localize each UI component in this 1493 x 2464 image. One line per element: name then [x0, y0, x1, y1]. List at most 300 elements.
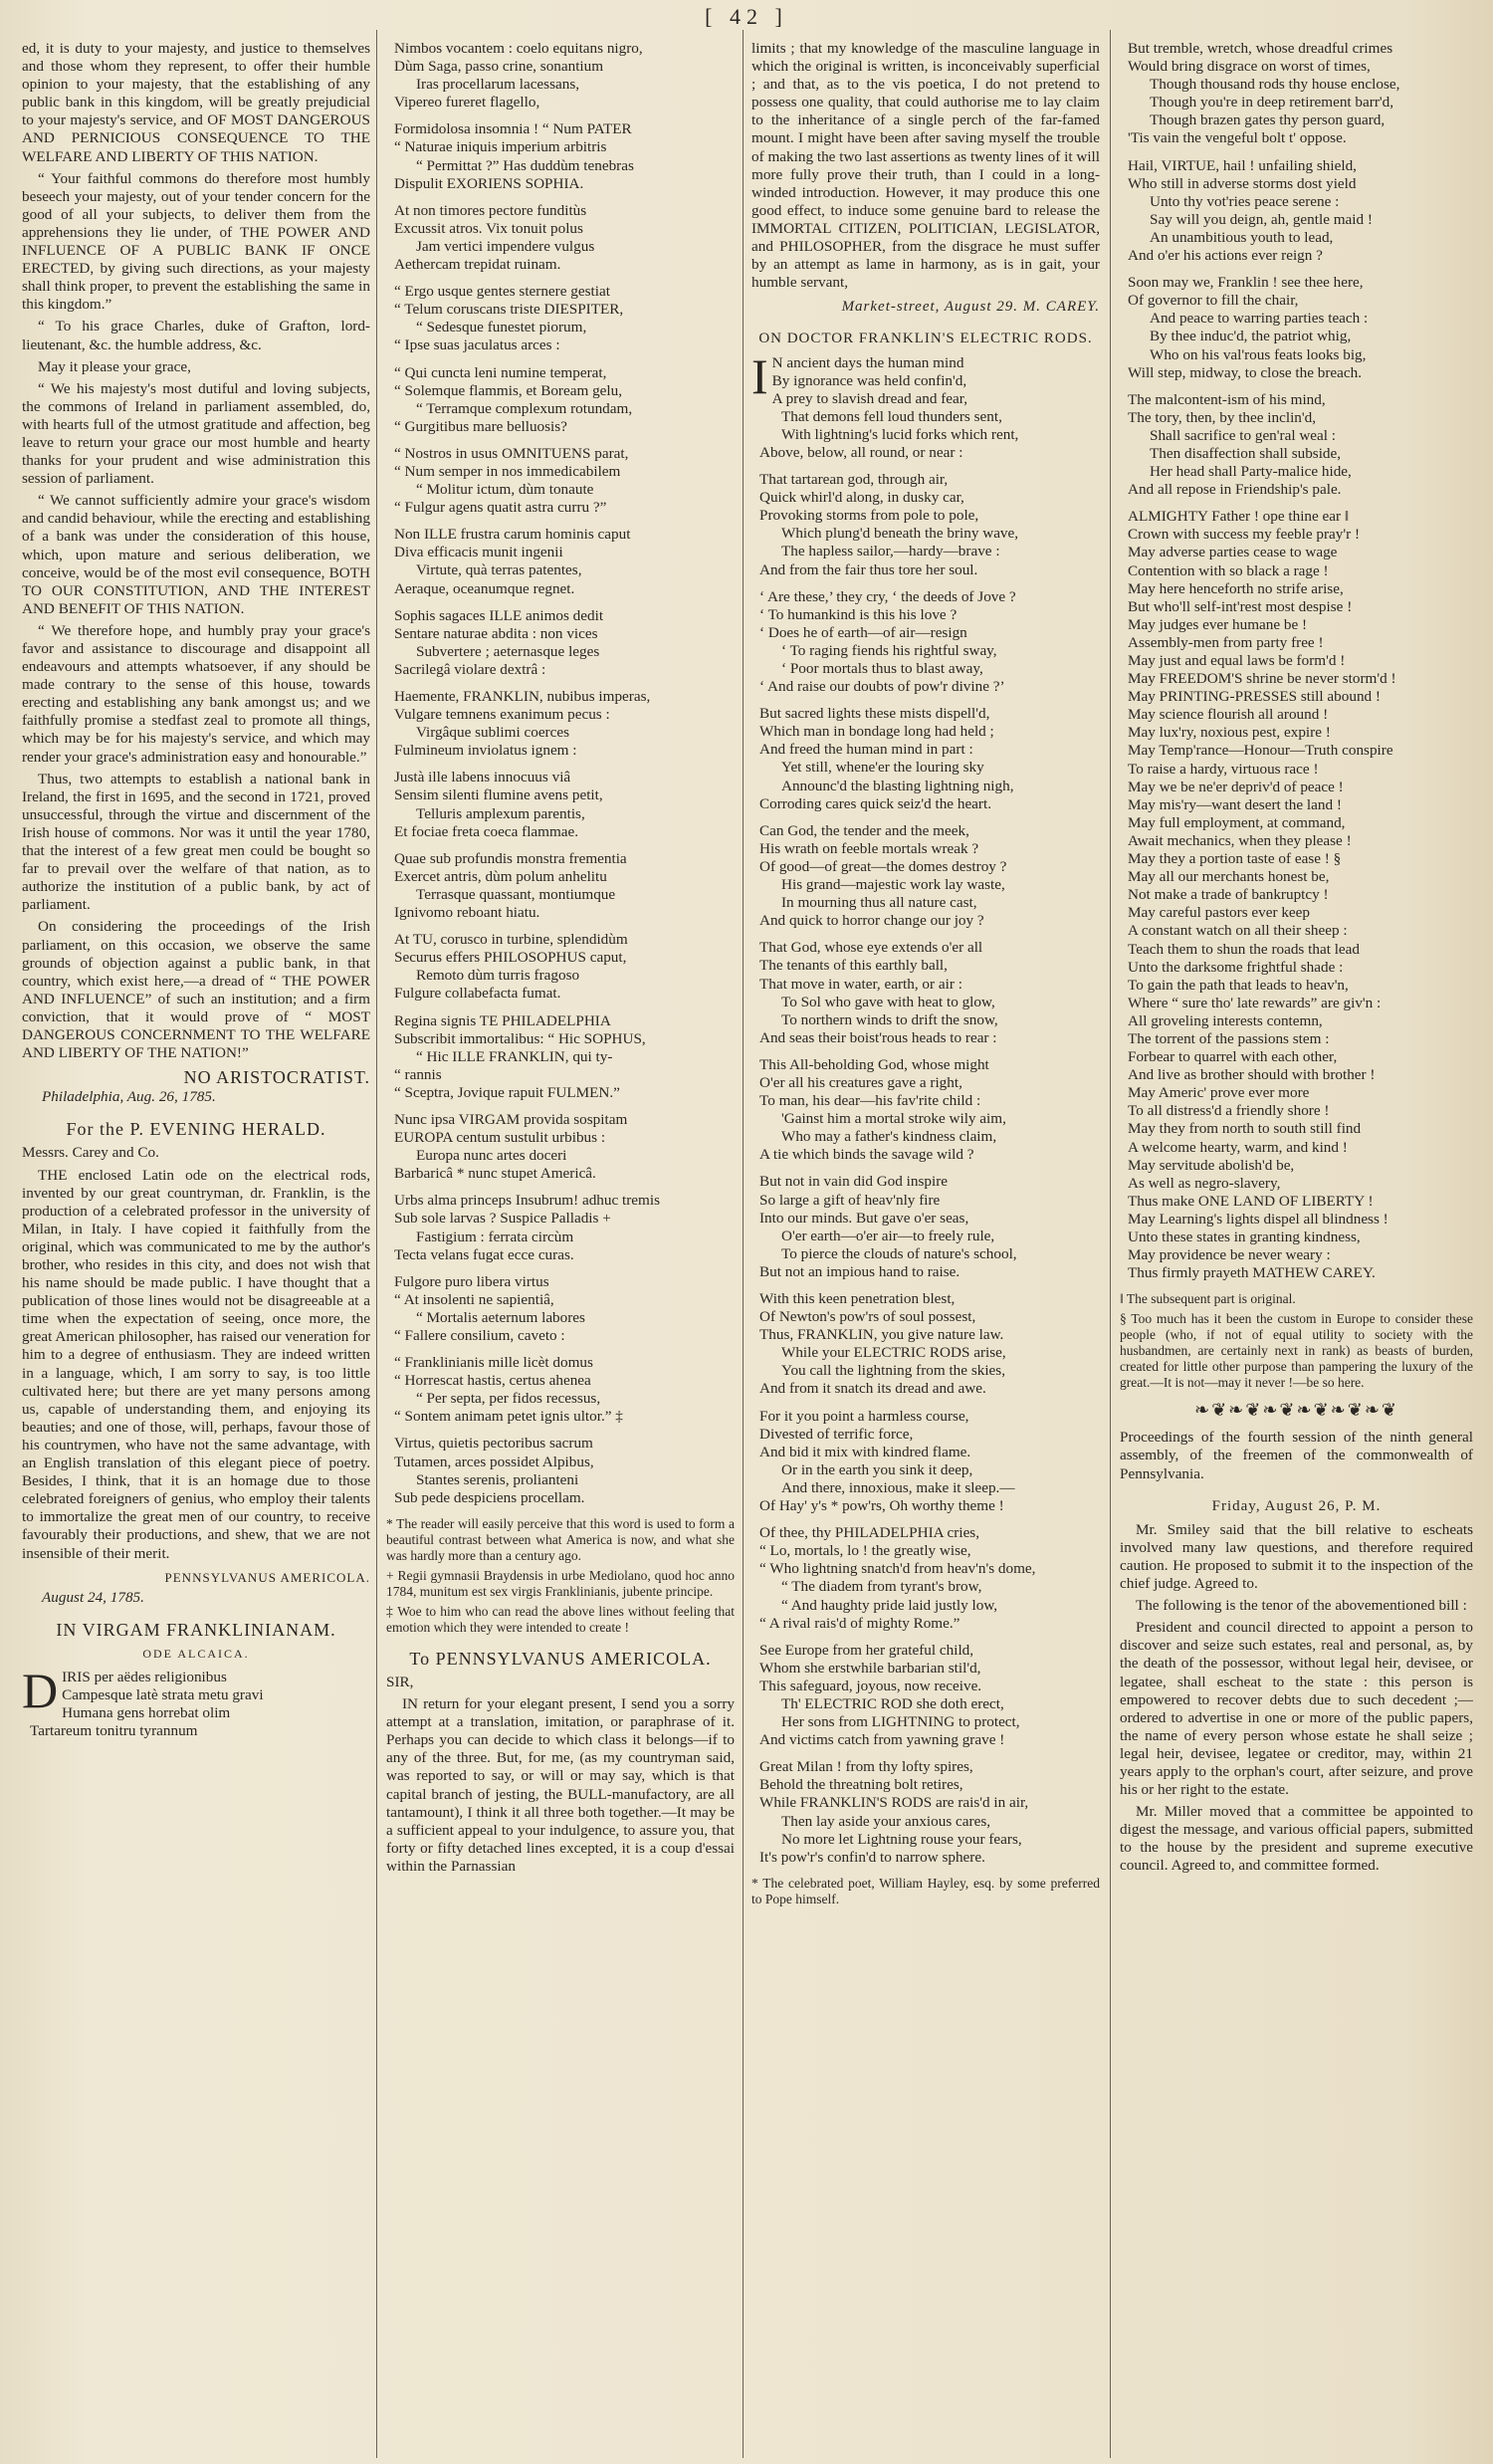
verse-line: ‘ Does he of earth—of air—resign [759, 623, 967, 641]
verse-line: Sophis sagaces ILLE animos dedit [394, 606, 604, 624]
column-rule-3 [1110, 30, 1111, 2458]
stanza [386, 1012, 735, 1102]
verse-line: And bid it mix with kindred flame. [759, 1443, 971, 1460]
stanza [1120, 391, 1473, 500]
verse-line: “ A rival rais'd of mighty Rome.” [759, 1614, 960, 1632]
verse-line: But sacred lights these mists dispell'd, [759, 705, 990, 723]
verse-line: But not an impious hand to raise. [759, 1262, 960, 1280]
verse-line: And all repose in Friendship's pale. [1128, 481, 1342, 499]
verse-line: Thus, FRANKLIN, you give nature law. [759, 1326, 1004, 1344]
verse-line: Barbaricâ * nunc stupet Americâ. [394, 1165, 596, 1183]
column-rule-1 [376, 30, 377, 2458]
address-paragraph: “ To his grace Charles, duke of Grafton, lord-lieutenant, &c. the humble address, &c. [22, 318, 370, 353]
verse-line: Yet still, whene'er the louring sky [781, 759, 984, 777]
verse-line: And quick to horror change our joy ? [759, 912, 984, 930]
ode-stanza [22, 1662, 370, 1740]
verse-line: “ Fallere consilium, caveto : [394, 1327, 565, 1344]
verse-line: Contention with so black a rage ! [1128, 561, 1329, 579]
verse-line: “ The diadem from tyrant's brow, [781, 1578, 982, 1596]
verse-line: “ Mortalis aeternum labores [416, 1308, 585, 1326]
verse-line: See Europe from her grateful child, [759, 1641, 974, 1659]
verse-line: Virtute, quà terras patentes, [416, 561, 582, 579]
verse-line: Teach them to shun the roads that lead [1128, 940, 1361, 958]
column-2 [386, 40, 735, 2454]
column-3 [751, 40, 1100, 2454]
verse-line: Dispulit EXORIENS SOPHIA. [394, 174, 584, 192]
petition-paragraph: ed, it is duty to your majesty, and justice to themselves and those whom they represent, to offer their humble opinion to your majesty, that the establishing of any public bank in this kingdom, will be greatly prejudicial to your majesty's service, and OF MOST DANGEROUS AND PERNICIOUS CONSEQUENCE TO THE WELFARE AND LIBERTY OF THIS NATION. [22, 40, 370, 165]
stanza [386, 1273, 735, 1345]
verse-line: May PRINTING-PRESSES still abound ! [1128, 688, 1381, 706]
verse-line: “ Molitur ictum, dùm tonaute [416, 481, 594, 499]
verse-line: At non timores pectore funditùs [394, 201, 587, 219]
verse-line: A welcome hearty, warm, and kind ! [1128, 1138, 1348, 1156]
verse-line: The torrent of the passions stem : [1128, 1029, 1330, 1047]
verse-line: Who may a father's kindness claim, [781, 1128, 997, 1146]
verse-line: Formidolosa insomnia ! “ Num PATER [394, 120, 632, 138]
stanza [386, 364, 735, 436]
petition-paragraph: “ Your faithful commons do therefore most humbly beseech your majesty, out of your tender concern for the good of all your subjects, to deliver them from the apprehensions they lie under, of THE POWER AND INFLUENCE OF A PUBLIC BANK IF ONCE ERECTED, by giving such directions, as your majesty shall think proper, to prevent the establishing the same in this kingdom.” [22, 169, 370, 314]
verse-line: Hail, VIRTUE, hail ! unfailing shield, [1128, 156, 1357, 174]
verse-line: Telluris amplexum parentis, [416, 804, 585, 822]
stanza [386, 1192, 735, 1263]
verse-line: Though you're in deep retirement barr'd, [1150, 94, 1394, 112]
salutation: Messrs. Carey and Co. [22, 1144, 159, 1162]
verse-line: Of Hay' y's * pow'rs, Oh worthy theme ! [759, 1497, 1004, 1515]
verse-line: ALMIGHTY Father ! ope thine ear ‖ [1128, 508, 1350, 526]
verse-line: Tutamen, arces possidet Alpibus, [394, 1453, 594, 1470]
column-4 [1120, 40, 1473, 2454]
verse-line: And from it snatch its dread and awe. [759, 1380, 986, 1398]
verse-line: By ignorance was held confin'd, [771, 371, 967, 389]
verse-line: You call the lightning from the skies, [781, 1362, 1005, 1380]
verse-line: With lightning's lucid forks which rent, [781, 425, 1019, 443]
verse-line: To Sol who gave with heat to glow, [781, 993, 995, 1010]
verse-line: “ Gurgitibus mare belluosis? [394, 417, 567, 435]
verse-line: Which plung'd beneath the briny wave, [781, 525, 1019, 543]
verse-line: Fulmineum inviolatus ignem : [394, 742, 577, 760]
verse-line: Nunc ipsa VIRGAM provida sospitam [394, 1110, 628, 1128]
verse-line: Divested of terrific force, [759, 1425, 914, 1443]
verse-line: “ Hic ILLE FRANKLIN, qui ty- [416, 1047, 613, 1065]
verse-line: In mourning thus all nature cast, [781, 894, 977, 912]
stanza [386, 769, 735, 840]
verse-line: Sentare naturae abdita : non vices [394, 624, 598, 642]
proceedings-date: Friday, August 26, P. M. [1211, 1497, 1382, 1514]
drop-cap: I [751, 347, 768, 404]
verse-line: Not make a trade of bankruptcy ! [1128, 886, 1329, 904]
verse-line: This All-beholding God, whose might [759, 1055, 989, 1073]
verse-line: “ Permittat ?” Has duddùm tenebras [416, 156, 634, 174]
verse-line: May Americ' prove ever more [1128, 1084, 1310, 1102]
verse-line: Remoto dùm turris fragoso [416, 967, 580, 985]
verse-line: Excussit atros. Vix tonuit polus [394, 219, 583, 237]
letter-paragraph: limits ; that my knowledge of the masculine language in which the original is written, is inconceivably superficial ; and that, as to the vis poetica, I do not pretend to possess one quality, that could authorise me to lay claim to the inheritance of a single perch of the far-famed mount. I might have been after saving myself the trouble of making the two last assertions as twenty lines of it will more fully prove their truth, than I could in a long-winded introduction. However, it may produce this one good effect, to induce some genuine bard to release the IMMORTAL CITIZEN, POLITICIAN, LEGISLATOR, and PHILOSOPHER, from the disgrace he must suffer by an attempt as lame in harmony, as is in gait, your humble servant, [751, 40, 1100, 292]
stanza [386, 526, 735, 597]
verse-line: Jam vertici impendere vulgus [416, 237, 595, 255]
stanza [386, 850, 735, 922]
stanza [751, 1173, 1100, 1281]
verse-line: A tie which binds the savage wild ? [759, 1146, 974, 1164]
footnote: ‖ The subsequent part is original. [1120, 1291, 1296, 1307]
verse-line: Regina signis TE PHILADELPHIA [394, 1011, 611, 1029]
verse-line: Fastigium : ferrata circùm [416, 1228, 574, 1245]
verse-line: Say will you deign, ah, gentle maid ! [1150, 210, 1373, 228]
verse-line: May Learning's lights dispel all blindness ! [1128, 1210, 1388, 1228]
verse-line: “ And haughty pride laid justly low, [781, 1596, 998, 1614]
verse-line: Fulgore puro libera virtus [394, 1272, 549, 1290]
latin-ode-continued [386, 40, 735, 1507]
verse-line: O'er earth—o'er air—to freely rule, [781, 1227, 995, 1244]
verse-line: Tecta velans fugat ecce curas. [394, 1245, 574, 1263]
verse-line: May FREEDOM'S shrine be never storm'd ! [1128, 670, 1396, 688]
stanza [386, 40, 735, 112]
verse-line: To all distress'd a friendly shore ! [1128, 1102, 1330, 1120]
verse-line: Great Milan ! from thy lofty spires, [759, 1758, 973, 1776]
verse-line: N ancient days the human mind [771, 353, 964, 371]
section-heading: For the P. EVENING HERALD. [66, 1119, 326, 1140]
verse-line: And there, innoxious, make it sleep.— [781, 1478, 1015, 1496]
verse-line: Assembly-men from party free ! [1128, 633, 1324, 651]
verse-line: For it you point a harmless course, [759, 1407, 969, 1425]
ode-title: IN VIRGAM FRANKLINIANAM. [56, 1619, 336, 1640]
footnote: * The celebrated poet, William Hayley, esq. by some preferred to Pope himself. [751, 1875, 1100, 1906]
verse-line: Aethercam trepidat ruinam. [394, 256, 561, 274]
verse-line: And freed the human mind in part : [759, 741, 973, 759]
verse-line: As well as negro-slavery, [1128, 1174, 1281, 1192]
stanza [386, 931, 735, 1003]
verse-line: Crown with success my feeble pray'r ! [1128, 526, 1361, 544]
verse-line: Nimbos vocantem : coelo equitans nigro, [394, 40, 643, 57]
verse-line: And from the fair thus tore her soul. [759, 560, 978, 578]
address-paragraph: May it please your grace, [38, 357, 191, 375]
verse-line: Fulgure collabefacta fumat. [394, 985, 561, 1003]
verse-line: That demons fell loud thunders sent, [781, 407, 1002, 425]
verse-line: “ Sedesque funestet piorum, [416, 319, 587, 336]
page-folio: [ 42 ] [705, 4, 788, 29]
verse-line: And peace to warring parties teach : [1150, 310, 1369, 328]
footnote: § Too much has it been the custom in Europe to consider these people (who, if not of equal utility to society with the husbandmen, are certainly next in rank) as beasts of burden, created for little other purpose than pampering the luxury of the great.—It is not—may it never !—be so here. [1120, 1311, 1473, 1391]
verse-line: Campesque latè strata metu gravi [62, 1686, 264, 1704]
stanza [751, 1290, 1100, 1399]
verse-line: 'Gainst him a mortal stroke wily aim, [781, 1110, 1006, 1128]
drop-cap: D [22, 1662, 59, 1718]
verse-line: Await mechanics, when they please ! [1128, 831, 1352, 849]
letter-date: August 24, 1785. [42, 1588, 144, 1606]
stanza [751, 588, 1100, 697]
verse-line: Thus make ONE LAND OF LIBERTY ! [1128, 1192, 1374, 1210]
stanza [751, 1056, 1100, 1165]
address-paragraph: “ We his majesty's most dutiful and loving subjects, the commons of Ireland in parliament assembled, do, with hearts full of the utmost gratitude and affection, beg leave to return your grace our most humble and hearty thanks for your prudent and wise administration this session of parliament. [22, 379, 370, 488]
verse-line: “ Per septa, per fidos recessus, [416, 1390, 601, 1408]
verse-line: Whom she erstwhile barbarian stil'd, [759, 1659, 981, 1677]
verse-line: May full employment, at command, [1128, 813, 1346, 831]
verse-line: Then disaffection shall subside, [1150, 444, 1342, 462]
verse-line: But tremble, wretch, whose dreadful crimes [1128, 40, 1393, 57]
verse-line: Iras procellarum lacessans, [416, 76, 580, 94]
verse-line: Unto the darksome frightful shade : [1128, 958, 1344, 976]
verse-line: May servitude abolish'd be, [1128, 1156, 1295, 1174]
verse-line: Of thee, thy PHILADELPHIA cries, [759, 1524, 980, 1542]
verse-line: Vulgare temnens exanimum pecus : [394, 706, 610, 724]
verse-line: Who on his val'rous feats looks big, [1150, 345, 1367, 363]
verse-line: A constant watch on all their sheep : [1128, 922, 1348, 940]
stanza [386, 688, 735, 760]
stanza [386, 283, 735, 354]
stanza [386, 120, 735, 192]
verse-line: “ Solemque flammis, et Boream gelu, [394, 381, 623, 399]
verse-line: Of Newton's pow'rs of soul possest, [759, 1308, 976, 1326]
verse-line: Quick whirl'd along, in dusky car, [759, 489, 964, 507]
verse-line: Subscribit immortalibus: “ Hic SOPHUS, [394, 1029, 646, 1047]
verse-line: Behold the threatning bolt retires, [759, 1776, 963, 1794]
stanza [751, 1408, 1100, 1516]
verse-line: “ Lo, mortals, lo ! the greatly wise, [759, 1542, 971, 1560]
verse-line: The hapless sailor,—hardy—brave : [781, 543, 1000, 560]
verse-line: Virgâque sublimi coerces [416, 724, 570, 742]
verse-line: Virtus, quietis pectoribus sacrum [394, 1435, 593, 1453]
verse-line: Terrasque quassant, montiumque [416, 885, 616, 903]
footnote: ‡ Woe to him who can read the above lines without feeling that emotion which they were intended to create ! [386, 1603, 735, 1635]
prayer-verse [1120, 508, 1473, 1282]
verse-line: That move in water, earth, or air : [759, 975, 962, 993]
address-paragraph: “ We cannot sufficiently admire your grace's wisdom and candid behaviour, while the erecting and establishing of a bank was under the consideration of this house, which, upon mature and serious deliberation, we conceive, would be of the most evil consequence, BOTH TO OUR CONSTITUTION, AND THE INTEREST AND BENEFIT OF THIS NATION. [22, 492, 370, 617]
verse-line: Ignivomo reboant hiatu. [394, 904, 540, 922]
verse-line: Then lay aside your anxious cares, [781, 1812, 991, 1830]
column-rule-2 [743, 30, 744, 2458]
verse-line: Can God, the tender and the meek, [759, 821, 969, 839]
signature: NO ARISTOCRATIST. [183, 1067, 370, 1088]
verse-line: IRIS per aëdes religionibus [62, 1668, 227, 1685]
stanza [751, 347, 1100, 463]
stanza [1120, 274, 1473, 382]
verse-line: Forbear to quarrel with each other, [1128, 1048, 1338, 1066]
verse-line: While your ELECTRIC RODS arise, [781, 1344, 1006, 1362]
verse-line: May we be ne'er depriv'd of peace ! [1128, 778, 1344, 795]
verse-line: Of good—of great—the domes destroy ? [759, 857, 1007, 875]
verse-line: “ Ergo usque gentes sternere gestiat [394, 283, 610, 301]
verse-line: Her head shall Party-malice hide, [1150, 463, 1352, 481]
verse-line: But who'll self-int'rest most despise ! [1128, 597, 1353, 615]
verse-line: The tenants of this earthly ball, [759, 957, 948, 975]
verse-line: May judges ever humane be ! [1128, 615, 1308, 633]
verse-line: “ Qui cuncta leni numine temperat, [394, 363, 607, 381]
verse-line: Who still in adverse storms dost yield [1128, 174, 1357, 192]
verse-line: Et fociae freta coeca flammae. [394, 822, 579, 840]
verse-line: “ Sceptra, Jovique rapuit FULMEN.” [394, 1083, 620, 1101]
verse-line: Tartareum tonitru tyrannum [30, 1722, 198, 1740]
ornamental-divider: ❧❦❧❦❧❦❧❦❧❦❧❦ [1194, 1400, 1398, 1421]
stanza [1120, 40, 1473, 148]
verse-line: His wrath on feeble mortals wreak ? [759, 839, 979, 857]
verse-line: Dùm Saga, passo crine, sonantium [394, 58, 604, 76]
stanza [751, 939, 1100, 1047]
verse-line: With this keen penetration blest, [759, 1290, 956, 1307]
verse-line: Shall sacrifice to gen'ral weal : [1150, 426, 1337, 444]
verse-line: Her sons from LIGHTNING to protect, [781, 1713, 1020, 1731]
verse-line: And seas their boist'rous heads to rear : [759, 1028, 997, 1046]
poem-continued [1120, 40, 1473, 499]
verse-line: Will step, midway, to close the breach. [1128, 363, 1363, 381]
verse-line: “ Terramque complexum rotundam, [416, 399, 633, 417]
verse-line: But not in vain did God inspire [759, 1173, 948, 1191]
verse-line: And live as brother should with brother ! [1128, 1066, 1376, 1084]
letter-signature: PENNSYLVANUS AMERICOLA. [164, 1569, 370, 1585]
verse-line: This safeguard, joyous, now receive. [759, 1677, 982, 1694]
verse-line: Soon may we, Franklin ! see thee here, [1128, 274, 1364, 292]
proceedings-paragraph: Mr. Smiley said that the bill relative to escheats involved many law questions, and therefore required caution. He proposed to submit it to the inspection of the chief judge. Agreed to. [1120, 1520, 1473, 1593]
verse-line: To man, his dear—his fav'rite child : [759, 1092, 981, 1110]
verse-line: “ rannis [394, 1065, 442, 1083]
verse-line: ‘ And raise our doubts of pow'r divine ?’ [759, 678, 1005, 696]
verse-line: “ Fulgur agens quatit astra curru ?” [394, 499, 607, 517]
verse-line: Humana gens horrebat olim [62, 1704, 231, 1722]
stanza [751, 1758, 1100, 1867]
verse-line: Would bring disgrace on worst of times, [1128, 58, 1371, 76]
verse-line: May just and equal laws be form'd ! [1128, 652, 1346, 669]
verse-line: Haemente, FRANKLIN, nubibus imperas, [394, 688, 651, 705]
verse-line: May all our merchants honest be, [1128, 868, 1330, 886]
verse-line: May adverse parties cease to wage [1128, 544, 1338, 561]
stanza [386, 1435, 735, 1506]
verse-line: Sacrilegâ violare dextrâ : [394, 660, 546, 678]
verse-line: Sub pede despiciens procellam. [394, 1488, 585, 1506]
stanza [386, 202, 735, 274]
letter-signature: Market-street, August 29. M. CAREY. [841, 299, 1100, 316]
verse-line: While FRANKLIN'S RODS are rais'd in air, [759, 1794, 1029, 1812]
verse-line: That God, whose eye extends o'er all [759, 939, 983, 957]
verse-line: Though thousand rods thy house enclose, [1150, 76, 1400, 94]
verse-line: ‘ To raging fiends his rightful sway, [781, 641, 997, 659]
ode-subtitle: ODE ALCAICA. [142, 1646, 250, 1661]
verse-line: No more let Lightning rouse your fears, [781, 1830, 1022, 1848]
verse-line: Th' ELECTRIC ROD she doth erect, [781, 1694, 1004, 1712]
verse-line: EUROPA centum sustulit urbibus : [394, 1129, 606, 1147]
verse-line: Sensim silenti flumine avens petit, [394, 786, 603, 804]
stanza [751, 705, 1100, 813]
verse-line: Sub sole larvas ? Suspice Palladis + [394, 1210, 611, 1228]
verse-line: 'Tis vain the vengeful bolt t' oppose. [1128, 129, 1347, 147]
verse-line: “ Who lightning snatch'd from heav'n's dome, [759, 1560, 1036, 1578]
verse-line: May Temp'rance—Honour—Truth conspire [1128, 742, 1393, 760]
stanza [751, 822, 1100, 931]
verse-line: At TU, corusco in turbine, splendidùm [394, 931, 628, 949]
proceedings-paragraph: President and council directed to appoint a person to discover and seize such estates, real and personal, as, by the death of the possessor, without legal heir, devisee, or legatee, shall escheat to the state : this person is empowered to recover debts due to such decedent ;—ordered to advertise in one or more of the public papers, the name of every person whose estate he shall seize ; legal heir, devisee, legatee or creditor, may, within 21 years apply to the orphan's court, after seizure, and prove his or her right to the estate. [1120, 1619, 1473, 1799]
verse-line: So large a gift of heav'nly fire [759, 1191, 941, 1209]
verse-line: ‘ Are these,’ they cry, ‘ the deeds of Jove ? [759, 587, 1016, 605]
verse-line: Of governor to fill the chair, [1128, 292, 1299, 310]
verse-line: Thus firmly prayeth MATHEW CAREY. [1128, 1264, 1376, 1282]
verse-line: His grand—majestic work lay waste, [781, 876, 1005, 894]
verse-line: Diva efficacis munit ingenii [394, 544, 563, 561]
verse-line: Securus effers PHILOSOPHUS caput, [394, 949, 627, 967]
verse-line: Corroding cares quick seiz'd the heart. [759, 794, 991, 812]
verse-line: Or in the earth you sink it deep, [781, 1460, 973, 1478]
verse-line: Unto these states in granting kindness, [1128, 1229, 1361, 1245]
salutation: SIR, [386, 1673, 414, 1690]
verse-line: O'er all his creatures gave a right, [759, 1073, 962, 1091]
verse-line: Vipereo fureret flagello, [394, 94, 540, 112]
stanza [386, 445, 735, 517]
verse-line: Announc'd the blasting lightning nigh, [781, 777, 1014, 794]
footnote: * The reader will easily perceive that this word is used to form a beautiful contrast between what America is now, and what she was hardly more than a century ago. [386, 1515, 735, 1563]
verse-line: Provoking storms from pole to pole, [759, 507, 979, 525]
verse-line: Subvertere ; aeternasque leges [416, 642, 600, 660]
verse-line: It's pow'r's confin'd to narrow sphere. [759, 1848, 985, 1866]
stanza [386, 1111, 735, 1183]
verse-line: “ Nostros in usus OMNITUENS parat, [394, 444, 629, 462]
stanza [386, 1354, 735, 1426]
verse-line: Into our minds. But gave o'er seas, [759, 1209, 969, 1227]
verse-line: “ Franklinianis mille licèt domus [394, 1354, 593, 1372]
verse-line: The malcontent-ism of his mind, [1128, 390, 1326, 408]
stanza [386, 607, 735, 679]
verse-line: The tory, then, by thee inclin'd, [1128, 408, 1317, 426]
proceedings-heading: Proceedings of the fourth session of the ninth general assembly, of the freemen of the commonwealth of Pennsylvania. [1120, 1429, 1473, 1482]
verse-line: May science flourish all around ! [1128, 706, 1329, 724]
verse-line: By thee induc'd, the patriot whig, [1150, 328, 1352, 345]
poem-electric-rods [751, 347, 1100, 1867]
verse-line: Quae sub profundis monstra frementia [394, 849, 627, 867]
verse-line: “ At insolenti ne sapientiâ, [394, 1290, 554, 1308]
stanza [751, 471, 1100, 579]
verse-line: Aeraque, oceanumque regnet. [394, 579, 575, 597]
address-paragraph: “ We therefore hope, and humbly pray your grace's favor and assistance to discourage and disappoint all endeavours and attempts whatsoever, if any should be made contrary to the sense of this house, towards erecting and establishing any bank amongst us; and we faithfully promise a stedfast zeal to promote all things, which may be for his majesty's service, and which may render your grace's administration easy and honourable.” [22, 621, 370, 766]
verse-line: “ Horrescat hastis, certus ahenea [394, 1372, 591, 1390]
verse-line: Which man in bondage long had held ; [759, 723, 994, 741]
verse-line: And victims catch from yawning grave ! [759, 1731, 1005, 1749]
stanza [751, 1642, 1100, 1750]
verse-line: May lux'ry, noxious pest, expire ! [1128, 724, 1331, 742]
verse-line: To gain the path that leads to heav'n, [1128, 976, 1349, 994]
verse-line: May careful pastors ever keep [1128, 904, 1311, 922]
verse-line: May providence be never weary : [1128, 1246, 1331, 1264]
verse-line: And o'er his actions ever reign ? [1128, 247, 1323, 265]
verse-line: “ Ipse suas jaculatus arces : [394, 336, 560, 354]
signature-date: Philadelphia, Aug. 26, 1785. [42, 1088, 216, 1106]
column-1 [22, 40, 370, 2454]
verse-line: May they a portion taste of ease ! § [1128, 850, 1342, 868]
verse-line: Exercet antris, dùm polum anhelitu [394, 867, 607, 885]
essay-paragraph: On considering the proceedings of the Irish parliament, on this occasion, we observe the same grounds of objection against a public bank, in that country, which exist here,—a dread of “ THE POWER AND INFLUENCE” of such an institution; and a firm conviction, that it would prove of “ MOST DANGEROUS CONCERNMENT TO THE WELFARE AND LIBERTY OF THE NATION!” [22, 918, 370, 1062]
verse-line: “ Num semper in nos immedicabilem [394, 462, 621, 480]
verse-line: Urbs alma princeps Insubrum! adhuc tremis [394, 1192, 660, 1210]
verse-line: Unto thy vot'ries peace serene : [1150, 192, 1340, 210]
verse-line: To raise a hardy, virtuous race ! [1128, 760, 1319, 778]
verse-line: An unambitious youth to lead, [1150, 228, 1334, 246]
letter-paragraph: IN return for your elegant present, I send you a sorry attempt at a translation, imitation, or paraphrase of it. Perhaps you can decide to which class it belongs—if to any of the three. But, for me, (as my countryman said, was reported to say, or will or may say, which is that capital branch of jesting, the BULL-manufactory, are all tantamount), I think it all three both together.—It may be a sufficient appeal to your indulgence, to assure you, that forty or fifty detached lines excepted, it is a coup d'essai within the Parnassian [386, 1695, 735, 1875]
verse-line: ‘ To humankind is this his love ? [759, 605, 958, 623]
verse-line: A prey to slavish dread and fear, [771, 389, 967, 407]
verse-line: “ Telum coruscans triste DIESPITER, [394, 301, 624, 319]
stanza [1120, 157, 1473, 266]
verse-line: Though brazen gates thy person guard, [1150, 112, 1386, 129]
verse-line: To pierce the clouds of nature's school, [781, 1244, 1017, 1262]
proceedings-paragraph: The following is the tenor of the abovementioned bill : [1136, 1597, 1467, 1615]
verse-line: Where “ sure tho' late rewards” are giv'n : [1128, 994, 1382, 1011]
verse-line: That tartarean god, through air, [759, 471, 949, 489]
proceedings-paragraph: Mr. Miller moved that a committee be appointed to digest the message, and various official papers, submitted to the house by the president and supreme executive council. Agreed to, and committee formed. [1120, 1803, 1473, 1875]
verse-line: Non ILLE frustra carum hominis caput [394, 526, 631, 544]
verse-line: “ Naturae iniquis imperium arbitris [394, 138, 607, 156]
verse-line: May mis'ry—want desert the land ! [1128, 795, 1342, 813]
verse-line: Europa nunc artes doceri [416, 1147, 567, 1165]
verse-line: ‘ Poor mortals thus to blast away, [781, 660, 983, 677]
verse-line: All groveling interests contemn, [1128, 1011, 1323, 1029]
verse-line: Justà ille labens innocuus viâ [394, 769, 571, 786]
section-heading: To PENNSYLVANUS AMERICOLA. [409, 1648, 712, 1669]
poem-title: ON DOCTOR FRANKLIN'S ELECTRIC RODS. [758, 331, 1093, 347]
verse-line: “ Sontem animam petet ignis ultor.” ‡ [394, 1408, 623, 1426]
